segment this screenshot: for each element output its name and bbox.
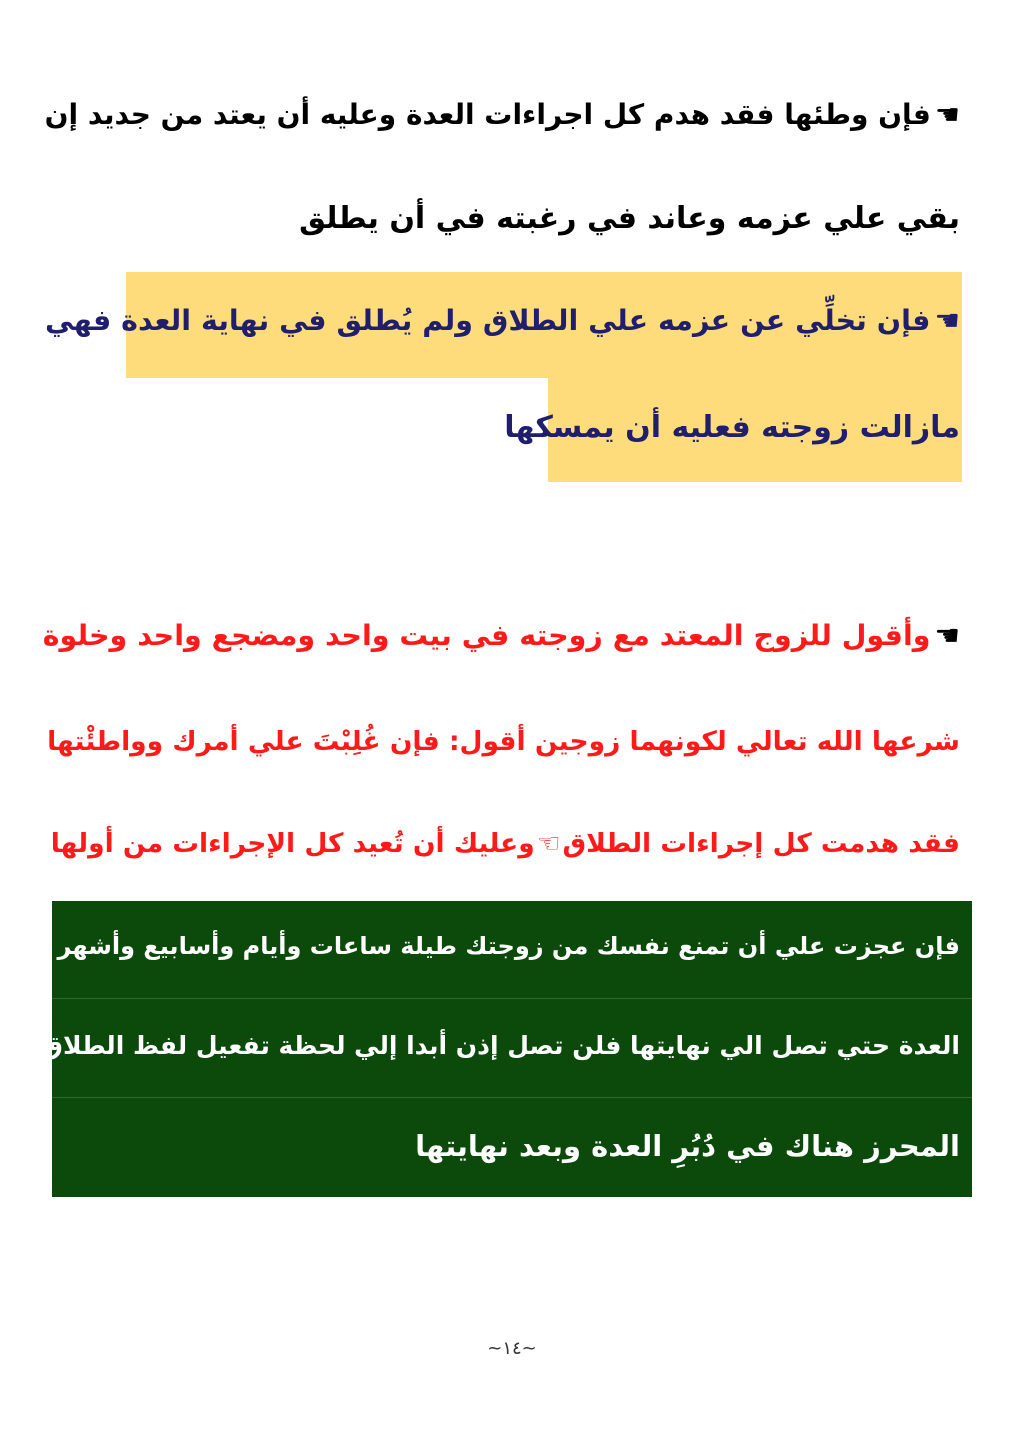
paragraph-line [57, 934, 960, 958]
paragraph-line [44, 304, 960, 337]
paragraph-text: فقد هدمت كل إجراءات الطلاق [562, 828, 960, 859]
paragraph-line [47, 726, 960, 757]
pointing-hand-icon: ☚ [934, 619, 960, 652]
paragraph-text: فإن عجزت علي أن تمنع نفسك من زوجتك طيلة ساعات وأيام وأسابيع وأشهر [57, 932, 960, 960]
paragraph-text: العدة حتي تصل الي نهايتها فلن تصل إذن أبدا إلي لحظة تفعيل لفظ الطلاق [40, 1031, 960, 1060]
paragraph-line [504, 410, 960, 445]
pointing-hand-icon: ☜ [536, 828, 561, 859]
paragraph-line [42, 619, 960, 652]
paragraph-text: وأقول للزوج المعتد مع زوجته في بيت واحد ومضجع واحد وخلوة [42, 619, 931, 652]
paragraph-line [44, 98, 960, 131]
paragraph-text: بقي علي عزمه وعاند في رغبته في أن يطلق [299, 201, 960, 236]
paragraph-text: فإن وطئها فقد هدم كل اجراءات العدة وعليه أن يعتد من جديد إن [44, 98, 931, 131]
paragraph-text: شرعها الله تعالي لكونهما زوجين أقول: فإن غُلِبْتَ علي أمرك وواطئْتها [47, 726, 960, 757]
divider [52, 1097, 972, 1098]
paragraph-text: وعليك أن تُعيد كل الإجراءات من أولها [50, 828, 535, 859]
pointing-hand-icon: ☚ [934, 304, 960, 337]
page-number: ~١٤~ [487, 1338, 537, 1359]
paragraph-line [50, 828, 960, 859]
paragraph-line [415, 1129, 960, 1163]
divider [52, 998, 972, 999]
paragraph-line [299, 201, 960, 236]
pointing-hand-icon: ☚ [934, 98, 960, 131]
paragraph-text: المحرز هناك في دُبُرِ العدة وبعد نهايتها [415, 1129, 960, 1163]
paragraph-text: فإن تخلِّي عن عزمه علي الطلاق ولم يُطلق في نهاية العدة فهي [44, 304, 931, 337]
paragraph-text: مازالت زوجته فعليه أن يمسكها [504, 410, 960, 445]
paragraph-line [41, 1033, 960, 1058]
